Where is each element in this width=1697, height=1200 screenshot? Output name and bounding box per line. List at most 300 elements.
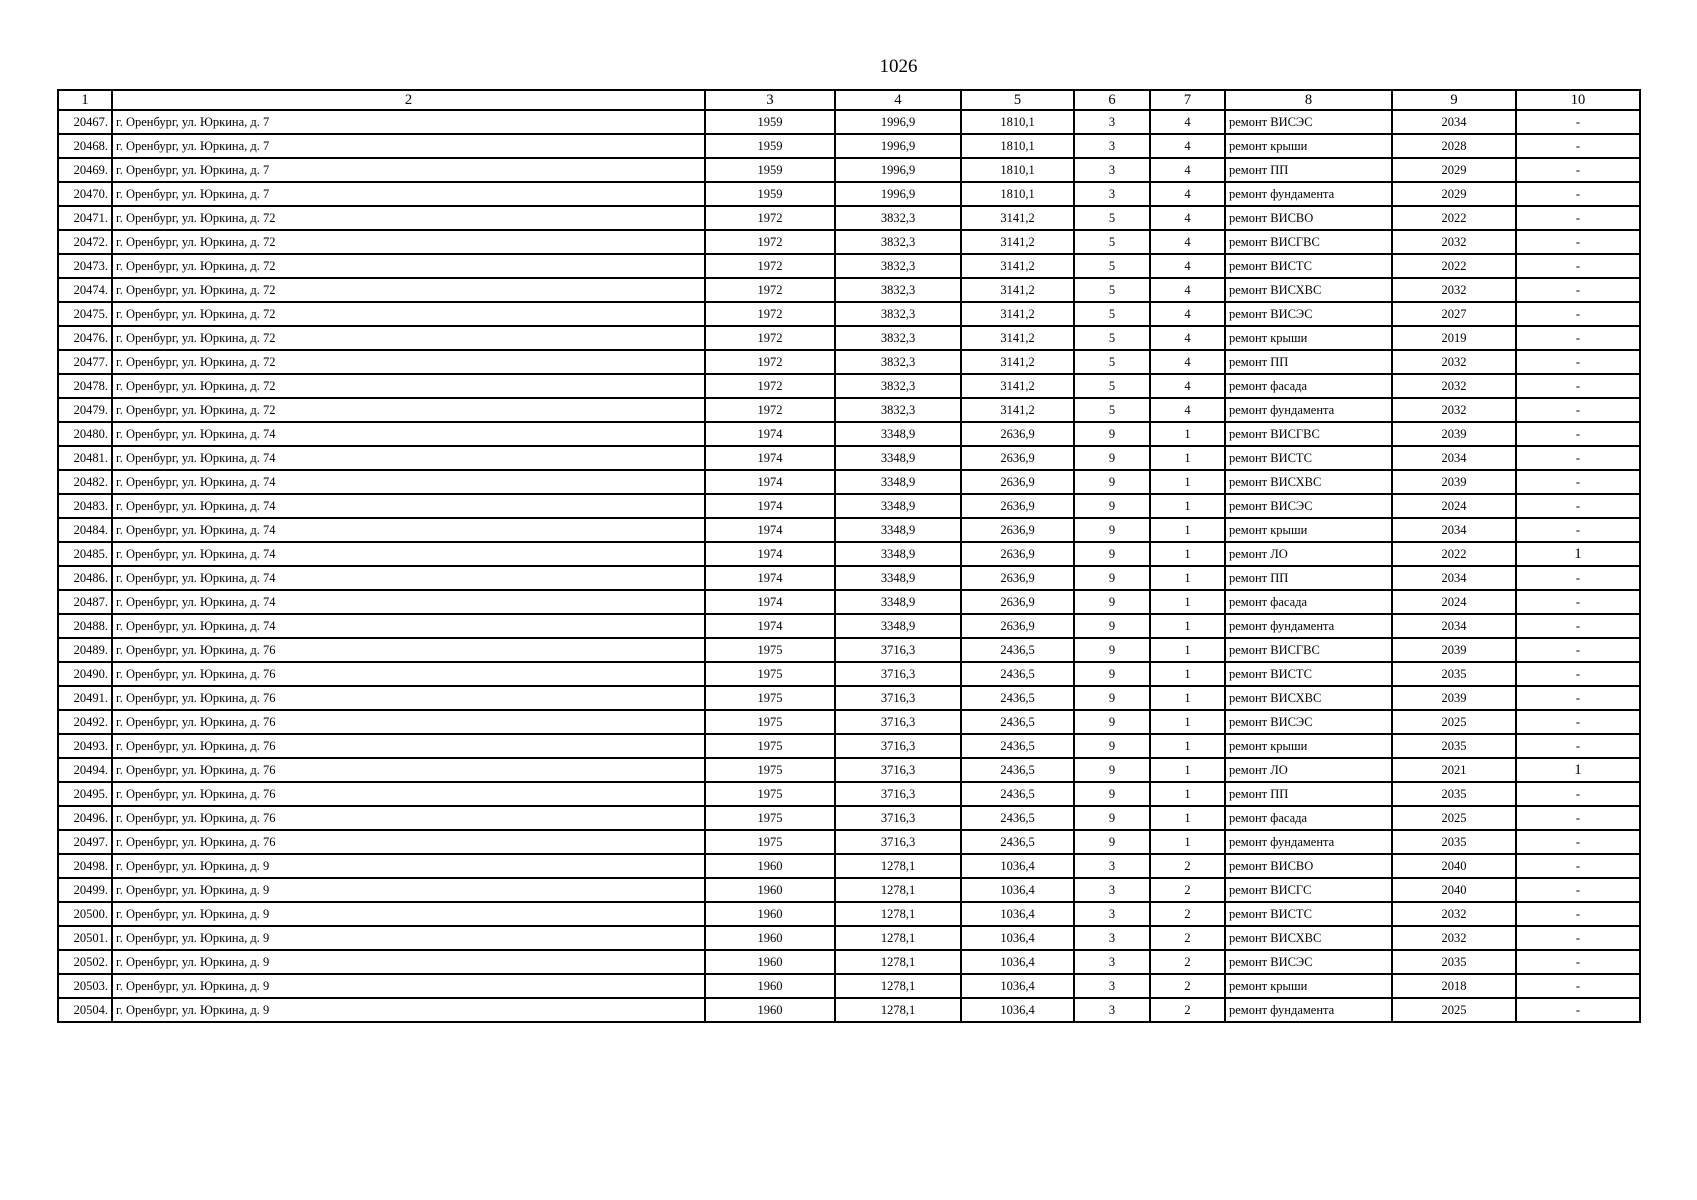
column-10-value: - (1516, 614, 1640, 638)
column-10-value: - (1516, 974, 1640, 998)
address: г. Оренбург, ул. Юркина, д. 72 (112, 302, 705, 326)
column-10-value: - (1516, 158, 1640, 182)
year-built: 1959 (705, 110, 835, 134)
address: г. Оренбург, ул. Юркина, д. 76 (112, 782, 705, 806)
entrances: 4 (1150, 182, 1225, 206)
year-built: 1974 (705, 566, 835, 590)
planned-year: 2040 (1392, 878, 1516, 902)
column-10-value: 1 (1516, 758, 1640, 782)
planned-year: 2022 (1392, 254, 1516, 278)
work-type: ремонт крыши (1225, 974, 1392, 998)
row-number: 20477. (58, 350, 112, 374)
planned-year: 2018 (1392, 974, 1516, 998)
row-number: 20475. (58, 302, 112, 326)
year-built: 1974 (705, 470, 835, 494)
row-number: 20476. (58, 326, 112, 350)
address: г. Оренбург, ул. Юркина, д. 76 (112, 758, 705, 782)
row-number: 20499. (58, 878, 112, 902)
year-built: 1975 (705, 662, 835, 686)
living-area: 3141,2 (961, 302, 1074, 326)
entrances: 4 (1150, 134, 1225, 158)
column-header-5: 5 (961, 90, 1074, 110)
living-area: 2636,9 (961, 470, 1074, 494)
living-area: 2636,9 (961, 518, 1074, 542)
floors: 9 (1074, 470, 1150, 494)
work-type: ремонт ВИСХВС (1225, 278, 1392, 302)
living-area: 1810,1 (961, 182, 1074, 206)
living-area: 3141,2 (961, 398, 1074, 422)
living-area: 1036,4 (961, 998, 1074, 1022)
entrances: 1 (1150, 758, 1225, 782)
floors: 5 (1074, 206, 1150, 230)
table-row (58, 398, 1640, 422)
work-type: ремонт ПП (1225, 350, 1392, 374)
year-built: 1975 (705, 782, 835, 806)
year-built: 1975 (705, 686, 835, 710)
column-10-value: - (1516, 926, 1640, 950)
table-row (58, 230, 1640, 254)
total-area: 3716,3 (835, 638, 961, 662)
planned-year: 2032 (1392, 398, 1516, 422)
year-built: 1975 (705, 638, 835, 662)
entrances: 1 (1150, 614, 1225, 638)
column-header-2: 2 (112, 90, 705, 110)
entrances: 4 (1150, 326, 1225, 350)
entrances: 1 (1150, 782, 1225, 806)
work-type: ремонт ВИСГС (1225, 878, 1392, 902)
table-row (58, 998, 1640, 1022)
table-row (58, 806, 1640, 830)
row-number: 20494. (58, 758, 112, 782)
entrances: 2 (1150, 902, 1225, 926)
floors: 9 (1074, 686, 1150, 710)
year-built: 1974 (705, 446, 835, 470)
column-10-value: - (1516, 518, 1640, 542)
planned-year: 2032 (1392, 374, 1516, 398)
column-10-value: - (1516, 374, 1640, 398)
living-area: 2636,9 (961, 614, 1074, 638)
row-number: 20478. (58, 374, 112, 398)
planned-year: 2035 (1392, 734, 1516, 758)
entrances: 4 (1150, 230, 1225, 254)
living-area: 3141,2 (961, 326, 1074, 350)
row-number: 20488. (58, 614, 112, 638)
planned-year: 2032 (1392, 350, 1516, 374)
living-area: 1036,4 (961, 950, 1074, 974)
total-area: 3348,9 (835, 422, 961, 446)
floors: 9 (1074, 782, 1150, 806)
table-row (58, 638, 1640, 662)
living-area: 2636,9 (961, 494, 1074, 518)
year-built: 1972 (705, 374, 835, 398)
work-type: ремонт ВИСТС (1225, 662, 1392, 686)
table-row (58, 470, 1640, 494)
living-area: 1036,4 (961, 854, 1074, 878)
total-area: 3348,9 (835, 542, 961, 566)
table-row (58, 902, 1640, 926)
living-area: 2636,9 (961, 446, 1074, 470)
total-area: 1996,9 (835, 134, 961, 158)
column-header-6: 6 (1074, 90, 1150, 110)
floors: 3 (1074, 134, 1150, 158)
row-number: 20484. (58, 518, 112, 542)
floors: 3 (1074, 950, 1150, 974)
address: г. Оренбург, ул. Юркина, д. 74 (112, 542, 705, 566)
floors: 3 (1074, 926, 1150, 950)
living-area: 1810,1 (961, 158, 1074, 182)
entrances: 2 (1150, 974, 1225, 998)
table-row (58, 326, 1640, 350)
address: г. Оренбург, ул. Юркина, д. 7 (112, 134, 705, 158)
living-area: 1810,1 (961, 134, 1074, 158)
table-row (58, 974, 1640, 998)
living-area: 3141,2 (961, 254, 1074, 278)
work-type: ремонт ЛО (1225, 758, 1392, 782)
address: г. Оренбург, ул. Юркина, д. 74 (112, 470, 705, 494)
column-10-value: - (1516, 470, 1640, 494)
floors: 9 (1074, 446, 1150, 470)
living-area: 2436,5 (961, 710, 1074, 734)
column-header-4: 4 (835, 90, 961, 110)
planned-year: 2028 (1392, 134, 1516, 158)
total-area: 1278,1 (835, 902, 961, 926)
table-row (58, 278, 1640, 302)
floors: 5 (1074, 398, 1150, 422)
address: г. Оренбург, ул. Юркина, д. 72 (112, 206, 705, 230)
year-built: 1974 (705, 590, 835, 614)
entrances: 1 (1150, 470, 1225, 494)
address: г. Оренбург, ул. Юркина, д. 9 (112, 902, 705, 926)
total-area: 1996,9 (835, 110, 961, 134)
table-row (58, 446, 1640, 470)
year-built: 1975 (705, 734, 835, 758)
table-row (58, 566, 1640, 590)
address: г. Оренбург, ул. Юркина, д. 7 (112, 110, 705, 134)
living-area: 3141,2 (961, 374, 1074, 398)
table-row (58, 518, 1640, 542)
column-header-7: 7 (1150, 90, 1225, 110)
year-built: 1972 (705, 326, 835, 350)
total-area: 1278,1 (835, 926, 961, 950)
planned-year: 2024 (1392, 590, 1516, 614)
address: г. Оренбург, ул. Юркина, д. 9 (112, 878, 705, 902)
row-number: 20495. (58, 782, 112, 806)
year-built: 1974 (705, 614, 835, 638)
year-built: 1972 (705, 302, 835, 326)
work-type: ремонт фасада (1225, 806, 1392, 830)
column-header-10: 10 (1516, 90, 1640, 110)
table-row (58, 782, 1640, 806)
floors: 9 (1074, 590, 1150, 614)
work-type: ремонт ВИСХВС (1225, 470, 1392, 494)
floors: 9 (1074, 518, 1150, 542)
floors: 9 (1074, 758, 1150, 782)
row-number: 20489. (58, 638, 112, 662)
total-area: 3348,9 (835, 518, 961, 542)
address: г. Оренбург, ул. Юркина, д. 72 (112, 254, 705, 278)
column-10-value: - (1516, 782, 1640, 806)
work-type: ремонт фундамента (1225, 998, 1392, 1022)
floors: 3 (1074, 974, 1150, 998)
floors: 9 (1074, 710, 1150, 734)
entrances: 1 (1150, 638, 1225, 662)
entrances: 4 (1150, 350, 1225, 374)
column-10-value: - (1516, 662, 1640, 686)
table-header (58, 90, 1640, 110)
floors: 9 (1074, 542, 1150, 566)
address: г. Оренбург, ул. Юркина, д. 74 (112, 566, 705, 590)
planned-year: 2034 (1392, 446, 1516, 470)
entrances: 1 (1150, 446, 1225, 470)
entrances: 2 (1150, 878, 1225, 902)
floors: 9 (1074, 830, 1150, 854)
floors: 9 (1074, 638, 1150, 662)
work-type: ремонт ВИСЭС (1225, 494, 1392, 518)
planned-year: 2035 (1392, 950, 1516, 974)
living-area: 3141,2 (961, 278, 1074, 302)
floors: 5 (1074, 374, 1150, 398)
row-number: 20472. (58, 230, 112, 254)
planned-year: 2032 (1392, 926, 1516, 950)
table-row (58, 950, 1640, 974)
floors: 5 (1074, 326, 1150, 350)
living-area: 2436,5 (961, 782, 1074, 806)
entrances: 2 (1150, 950, 1225, 974)
address: г. Оренбург, ул. Юркина, д. 9 (112, 926, 705, 950)
table-row (58, 542, 1640, 566)
year-built: 1974 (705, 494, 835, 518)
row-number: 20497. (58, 830, 112, 854)
table-row (58, 350, 1640, 374)
year-built: 1972 (705, 398, 835, 422)
table-row (58, 590, 1640, 614)
work-type: ремонт крыши (1225, 326, 1392, 350)
address: г. Оренбург, ул. Юркина, д. 76 (112, 806, 705, 830)
column-10-value: - (1516, 422, 1640, 446)
column-10-value: - (1516, 902, 1640, 926)
living-area: 2436,5 (961, 758, 1074, 782)
total-area: 1278,1 (835, 878, 961, 902)
living-area: 1036,4 (961, 878, 1074, 902)
floors: 9 (1074, 662, 1150, 686)
planned-year: 2032 (1392, 278, 1516, 302)
address: г. Оренбург, ул. Юркина, д. 76 (112, 662, 705, 686)
row-number: 20502. (58, 950, 112, 974)
planned-year: 2034 (1392, 614, 1516, 638)
work-type: ремонт фундамента (1225, 398, 1392, 422)
column-10-value: - (1516, 830, 1640, 854)
address: г. Оренбург, ул. Юркина, д. 72 (112, 374, 705, 398)
living-area: 2436,5 (961, 686, 1074, 710)
work-type: ремонт ВИСВО (1225, 206, 1392, 230)
floors: 5 (1074, 254, 1150, 278)
total-area: 3832,3 (835, 278, 961, 302)
address: г. Оренбург, ул. Юркина, д. 74 (112, 614, 705, 638)
column-10-value: - (1516, 446, 1640, 470)
planned-year: 2025 (1392, 998, 1516, 1022)
row-number: 20471. (58, 206, 112, 230)
row-number: 20501. (58, 926, 112, 950)
floors: 3 (1074, 110, 1150, 134)
floors: 3 (1074, 854, 1150, 878)
row-number: 20493. (58, 734, 112, 758)
row-number: 20481. (58, 446, 112, 470)
year-built: 1960 (705, 878, 835, 902)
planned-year: 2039 (1392, 686, 1516, 710)
living-area: 2636,9 (961, 422, 1074, 446)
row-number: 20491. (58, 686, 112, 710)
work-type: ремонт крыши (1225, 734, 1392, 758)
year-built: 1974 (705, 518, 835, 542)
entrances: 1 (1150, 494, 1225, 518)
total-area: 3832,3 (835, 326, 961, 350)
column-10-value: - (1516, 566, 1640, 590)
living-area: 2436,5 (961, 638, 1074, 662)
column-10-value: - (1516, 326, 1640, 350)
total-area: 3832,3 (835, 230, 961, 254)
work-type: ремонт ВИСТС (1225, 254, 1392, 278)
table-row (58, 182, 1640, 206)
row-number: 20467. (58, 110, 112, 134)
floors: 5 (1074, 278, 1150, 302)
year-built: 1972 (705, 230, 835, 254)
planned-year: 2029 (1392, 182, 1516, 206)
year-built: 1960 (705, 950, 835, 974)
planned-year: 2022 (1392, 206, 1516, 230)
planned-year: 2029 (1392, 158, 1516, 182)
total-area: 1278,1 (835, 974, 961, 998)
planned-year: 2039 (1392, 470, 1516, 494)
work-type: ремонт ВИСЭС (1225, 302, 1392, 326)
year-built: 1972 (705, 350, 835, 374)
entrances: 1 (1150, 518, 1225, 542)
table-row (58, 662, 1640, 686)
row-number: 20503. (58, 974, 112, 998)
column-10-value: - (1516, 182, 1640, 206)
column-header-1: 1 (58, 90, 112, 110)
planned-year: 2039 (1392, 638, 1516, 662)
floors: 9 (1074, 422, 1150, 446)
year-built: 1959 (705, 134, 835, 158)
entrances: 1 (1150, 710, 1225, 734)
table-row (58, 302, 1640, 326)
table-row (58, 926, 1640, 950)
living-area: 3141,2 (961, 350, 1074, 374)
total-area: 1278,1 (835, 950, 961, 974)
address: г. Оренбург, ул. Юркина, д. 76 (112, 734, 705, 758)
work-type: ремонт ВИСВО (1225, 854, 1392, 878)
planned-year: 2035 (1392, 782, 1516, 806)
work-type: ремонт крыши (1225, 518, 1392, 542)
address: г. Оренбург, ул. Юркина, д. 72 (112, 230, 705, 254)
living-area: 1036,4 (961, 974, 1074, 998)
work-type: ремонт ВИСЭС (1225, 710, 1392, 734)
column-10-value: 1 (1516, 542, 1640, 566)
year-built: 1975 (705, 758, 835, 782)
row-number: 20479. (58, 398, 112, 422)
column-10-value: - (1516, 494, 1640, 518)
planned-year: 2035 (1392, 830, 1516, 854)
row-number: 20483. (58, 494, 112, 518)
address: г. Оренбург, ул. Юркина, д. 9 (112, 974, 705, 998)
living-area: 1810,1 (961, 110, 1074, 134)
address: г. Оренбург, ул. Юркина, д. 7 (112, 158, 705, 182)
entrances: 1 (1150, 422, 1225, 446)
table-row (58, 206, 1640, 230)
column-10-value: - (1516, 950, 1640, 974)
column-10-value: - (1516, 854, 1640, 878)
year-built: 1960 (705, 902, 835, 926)
floors: 3 (1074, 158, 1150, 182)
column-10-value: - (1516, 110, 1640, 134)
column-10-value: - (1516, 638, 1640, 662)
total-area: 3716,3 (835, 710, 961, 734)
total-area: 3832,3 (835, 254, 961, 278)
row-number: 20498. (58, 854, 112, 878)
year-built: 1974 (705, 422, 835, 446)
year-built: 1975 (705, 710, 835, 734)
year-built: 1959 (705, 158, 835, 182)
table-row (58, 110, 1640, 134)
address: г. Оренбург, ул. Юркина, д. 74 (112, 446, 705, 470)
total-area: 1278,1 (835, 998, 961, 1022)
column-10-value: - (1516, 206, 1640, 230)
total-area: 1278,1 (835, 854, 961, 878)
table-row (58, 878, 1640, 902)
table-body (58, 110, 1640, 1022)
entrances: 1 (1150, 662, 1225, 686)
row-number: 20492. (58, 710, 112, 734)
year-built: 1960 (705, 854, 835, 878)
column-header-9: 9 (1392, 90, 1516, 110)
row-number: 20490. (58, 662, 112, 686)
work-type: ремонт ПП (1225, 566, 1392, 590)
total-area: 3348,9 (835, 446, 961, 470)
total-area: 3832,3 (835, 302, 961, 326)
address: г. Оренбург, ул. Юркина, д. 74 (112, 422, 705, 446)
address: г. Оренбург, ул. Юркина, д. 76 (112, 686, 705, 710)
entrances: 1 (1150, 686, 1225, 710)
planned-year: 2027 (1392, 302, 1516, 326)
total-area: 3832,3 (835, 206, 961, 230)
planned-year: 2022 (1392, 542, 1516, 566)
total-area: 3716,3 (835, 686, 961, 710)
table-row (58, 854, 1640, 878)
work-type: ремонт фундамента (1225, 614, 1392, 638)
work-type: ремонт фундамента (1225, 830, 1392, 854)
work-type: ремонт ВИСХВС (1225, 686, 1392, 710)
living-area: 3141,2 (961, 206, 1074, 230)
work-type: ремонт фасада (1225, 374, 1392, 398)
column-header-8: 8 (1225, 90, 1392, 110)
address: г. Оренбург, ул. Юркина, д. 9 (112, 998, 705, 1022)
column-10-value: - (1516, 230, 1640, 254)
work-type: ремонт ВИСЭС (1225, 950, 1392, 974)
year-built: 1975 (705, 806, 835, 830)
entrances: 4 (1150, 398, 1225, 422)
planned-year: 2034 (1392, 566, 1516, 590)
floors: 3 (1074, 182, 1150, 206)
year-built: 1972 (705, 254, 835, 278)
entrances: 4 (1150, 374, 1225, 398)
table-row (58, 254, 1640, 278)
header-row (58, 90, 1640, 110)
living-area: 2636,9 (961, 566, 1074, 590)
column-10-value: - (1516, 398, 1640, 422)
column-10-value: - (1516, 278, 1640, 302)
total-area: 3348,9 (835, 614, 961, 638)
address: г. Оренбург, ул. Юркина, д. 74 (112, 494, 705, 518)
